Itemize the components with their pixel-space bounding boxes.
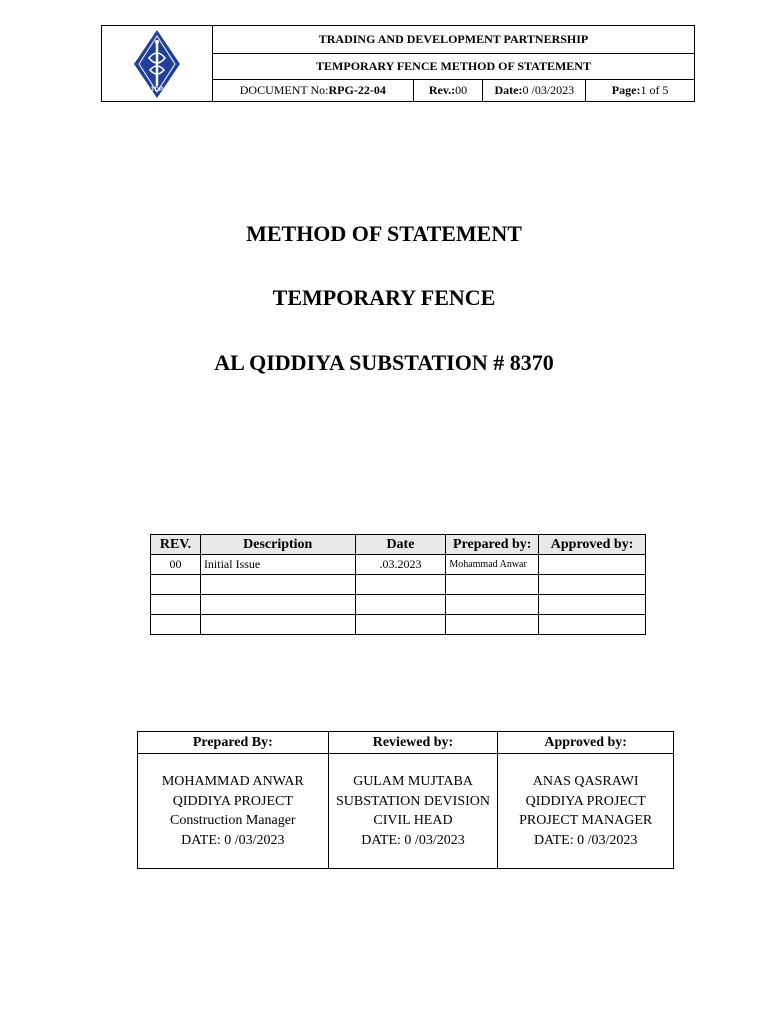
page-number: Page: 1 of 5 [611, 83, 669, 97]
cell-description [200, 615, 355, 635]
cell-prepared-by [446, 575, 539, 595]
preparer-name: MOHAMMAD ANWAR [161, 774, 304, 789]
approver-name: ANAS QASRAWI [532, 774, 639, 789]
cell-rev [151, 575, 201, 595]
subtitle-substation: AL QIDDIYA SUBSTATION # 8370 [214, 350, 554, 375]
preparer-project: QIDDIYA PROJECT [172, 793, 293, 809]
reviewer-date: DATE: 0 /03/2023 [361, 832, 465, 848]
col-header-prepared-by: Prepared by: [446, 535, 539, 555]
cell-approved-by [539, 555, 646, 575]
table-row [151, 555, 646, 575]
document-title: TEMPORARY FENCE METHOD OF STATEMENT [213, 54, 694, 80]
subtitle-fence: TEMPORARY FENCE [272, 285, 496, 310]
cell-rev: 00 [151, 555, 201, 575]
approver-date: DATE: 0 /03/2023 [533, 832, 638, 848]
reviewed-by-block [328, 754, 498, 869]
col-header-rev: REV. [151, 535, 201, 555]
preparer-role: Construction Manager [170, 813, 296, 828]
col-header-date: Date [355, 535, 446, 555]
col-header-approved-by: Approved by: [539, 535, 646, 555]
tdp-diamond-logo-icon [132, 28, 182, 100]
document-meta-row [213, 80, 694, 101]
cell-approved-by [539, 575, 646, 595]
approver-project: QIDDIYA PROJECT [525, 793, 646, 809]
col-header-approved: Approved by: [498, 732, 674, 754]
revision-header-row [151, 535, 646, 555]
cell-date [355, 595, 446, 615]
revision-table [150, 534, 646, 635]
document-header [101, 25, 695, 102]
main-title: METHOD OF STATEMENT [246, 221, 522, 246]
prepared-by-block [138, 754, 329, 869]
company-logo [102, 26, 213, 101]
cell-approved-by [539, 595, 646, 615]
cell-description [200, 595, 355, 615]
table-row [151, 615, 646, 635]
cell-prepared-by: Mohammad Anwar [446, 555, 539, 575]
cell-description [200, 575, 355, 595]
revision-number: Rev.: 00 [414, 80, 484, 101]
cell-date [355, 575, 446, 595]
reviewer-division: SUBSTATION DEVISION [335, 793, 491, 809]
company-name: TRADING AND DEVELOPMENT PARTNERSHIP [213, 26, 694, 54]
document-date: Date: 0 /03/2023 [483, 80, 586, 101]
approved-by-block [498, 754, 674, 869]
cell-prepared-by [446, 595, 539, 615]
document-number: DOCUMENT No: RPG-22-04 [213, 80, 414, 101]
signature-header-row [138, 732, 674, 754]
col-header-reviewed: Reviewed by: [328, 732, 498, 754]
logo-text: TDP [151, 86, 163, 93]
cell-prepared-by [446, 615, 539, 635]
cell-rev [151, 615, 201, 635]
signature-row [138, 754, 674, 869]
reviewer-name: GULAM MUJTABA [353, 774, 473, 789]
preparer-date: DATE: 0 /03/2023 [181, 832, 285, 848]
signature-table [137, 731, 674, 869]
cell-rev [151, 595, 201, 615]
reviewer-role: CIVIL HEAD [373, 813, 453, 828]
approver-role: PROJECT MANAGER [519, 813, 653, 828]
cell-approved-by [539, 615, 646, 635]
cell-date: .03.2023 [355, 555, 446, 575]
table-row [151, 595, 646, 615]
table-row [151, 575, 646, 595]
cell-description: Initial Issue [200, 555, 355, 575]
col-header-description: Description [200, 535, 355, 555]
col-header-prepared: Prepared By: [138, 732, 329, 754]
cell-date [355, 615, 446, 635]
